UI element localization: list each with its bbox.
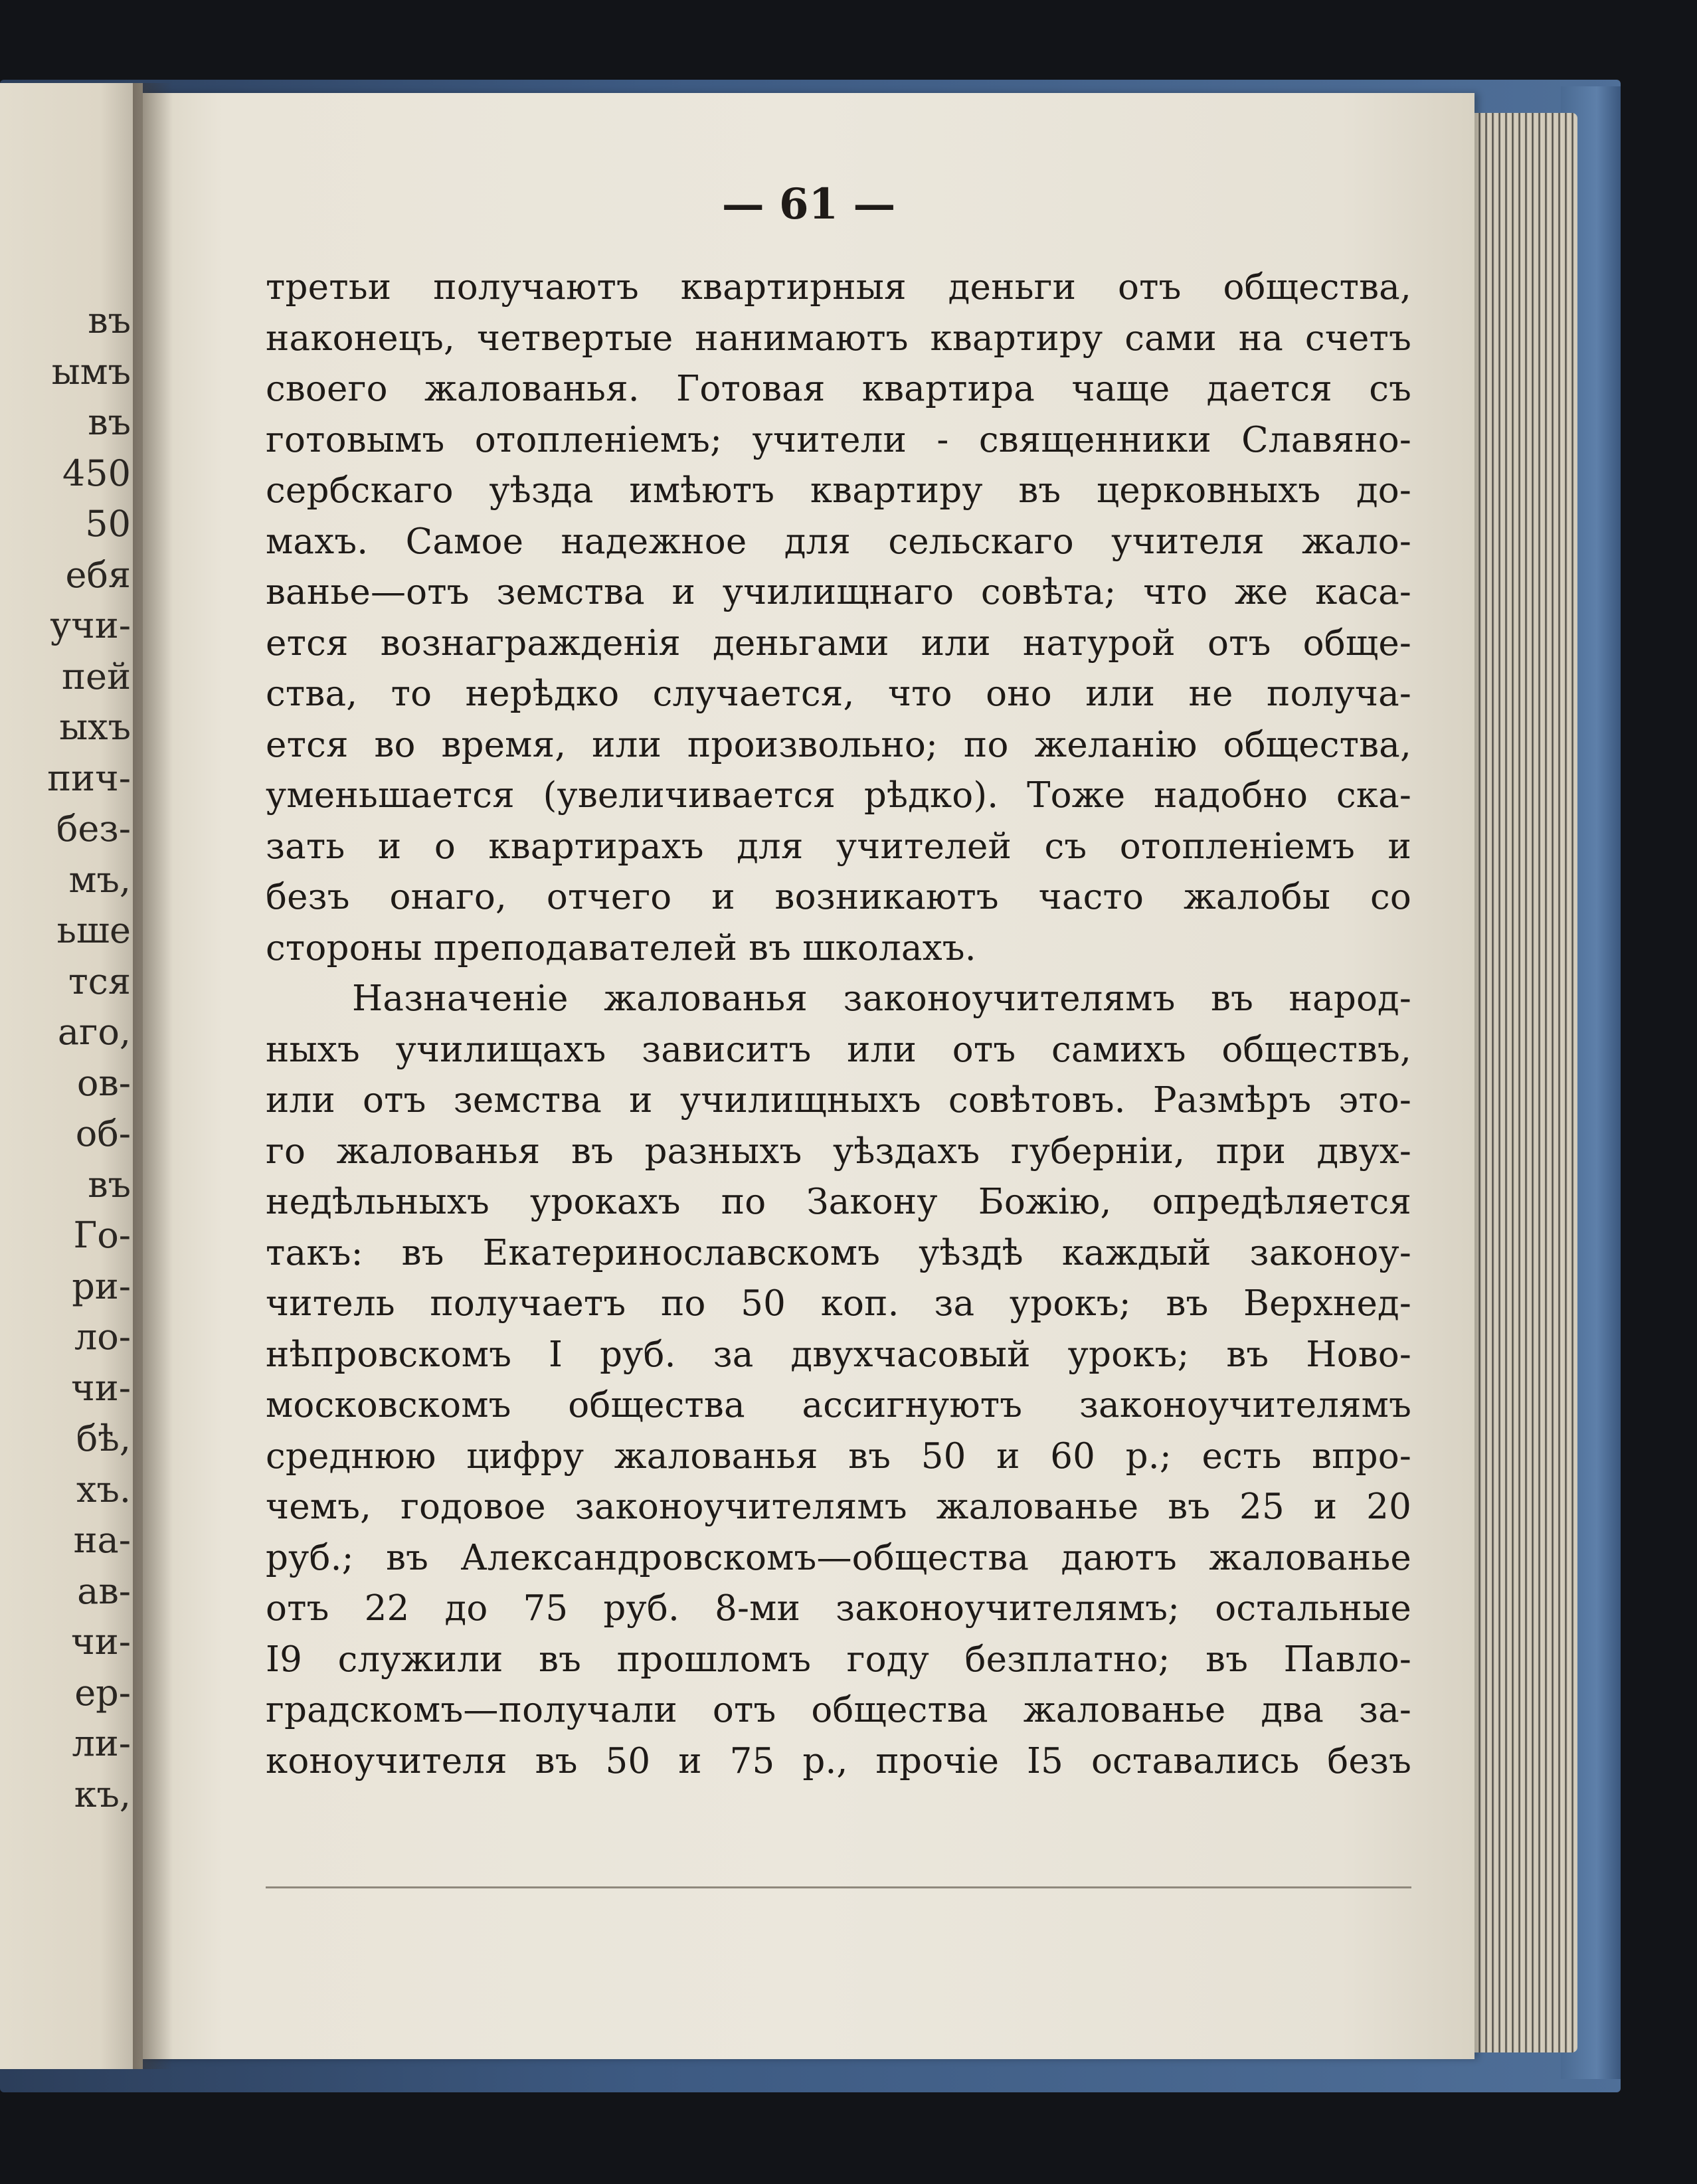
left-page-line: ымъ <box>51 350 131 393</box>
left-page-line: ли- <box>72 1722 131 1764</box>
right-page <box>143 93 1474 2059</box>
text-line: нѣпровскомъ I руб. за двухчасовый урокъ; въ Ново- <box>266 1334 1411 1375</box>
text-line: го жалованья въ разныхъ уѣздахъ губерніи, при двух- <box>266 1131 1411 1172</box>
left-page-line: ав- <box>77 1570 131 1612</box>
page-number: — 61 — <box>721 179 896 229</box>
text-line: ется во время, или произвольно; по желанію общества, <box>266 724 1411 765</box>
text-line: руб.; въ Александровскомъ—общества даютъ жалованье <box>266 1537 1411 1578</box>
text-line: читель получаетъ по 50 коп. за урокъ; въ Верхнед- <box>266 1283 1411 1324</box>
text-line: недѣльныхъ урокахъ по Закону Божію, опредѣляется <box>266 1182 1411 1222</box>
text-line: сербскаго уѣзда имѣютъ квартиру въ церковныхъ до- <box>266 470 1411 511</box>
text-line: отъ 22 до 75 руб. 8-ми законоучителямъ; остальные <box>266 1588 1411 1629</box>
text-line: такъ: въ Екатеринославскомъ уѣздѣ каждый законоу- <box>266 1232 1411 1273</box>
left-page-line: мъ, <box>68 858 131 901</box>
left-page-line: Го- <box>73 1214 131 1256</box>
bottom-rule <box>266 1886 1411 1888</box>
text-line: ства, то нерѣдко случается, что оно или не получа- <box>266 674 1411 714</box>
left-page-text <box>0 296 131 1820</box>
text-line: Назначеніе жалованья законоучителямъ въ народ- <box>352 978 1411 1019</box>
text-line: ныхъ училищахъ зависитъ или отъ самихъ обществъ, <box>266 1029 1411 1070</box>
text-line: I9 служили въ прошломъ году безплатно; въ Павло- <box>266 1639 1411 1680</box>
left-page-line: 50 <box>85 503 131 545</box>
text-line: зать и о квартирахъ для учителей съ отопленіемъ и <box>266 826 1411 867</box>
text-line: готовымъ отопленіемъ; учители - священники Славяно- <box>266 419 1411 460</box>
left-page-line: об- <box>75 1113 131 1154</box>
left-page-line: пич- <box>47 757 131 799</box>
left-facing-page <box>0 83 143 2069</box>
left-page-line: на- <box>73 1519 131 1561</box>
text-line: безъ онаго, отчего и возникаютъ часто жалобы со <box>266 877 1411 917</box>
text-line: или отъ земства и училищныхъ совѣтовъ. Размѣръ это- <box>266 1080 1411 1121</box>
paragraph-1 <box>266 262 1411 974</box>
left-page-line: аго, <box>57 1011 131 1053</box>
left-page-line: без- <box>56 808 131 850</box>
text-line: московскомъ общества ассигнуютъ законоучителямъ <box>266 1385 1411 1425</box>
left-page-line: 450 <box>62 452 131 494</box>
left-page-line: въ <box>88 1163 131 1206</box>
left-page-line: ри- <box>72 1265 131 1307</box>
paragraph-2 <box>266 974 1411 1787</box>
text-line: своего жалованья. Готовая квартира чаще дается съ <box>266 369 1411 409</box>
left-page-line: хъ. <box>76 1468 131 1510</box>
text-line: наконецъ, четвертые нанимаютъ квартиру сами на счетъ <box>266 318 1411 359</box>
left-page-line: бѣ, <box>76 1417 131 1459</box>
text-line: чемъ, годовое законоучителямъ жалованье въ 25 и 20 <box>266 1487 1411 1527</box>
left-page-line: тся <box>68 960 131 1002</box>
left-page-line: къ, <box>74 1773 131 1815</box>
text-line: махъ. Самое надежное для сельскаго учителя жало- <box>266 521 1411 562</box>
text-line: третьи получаютъ квартирныя деньги отъ общества, <box>266 267 1411 308</box>
left-page-line: ьше <box>56 909 131 951</box>
left-page-line: ло- <box>74 1316 131 1358</box>
left-page-line: ер- <box>74 1671 131 1714</box>
text-line: градскомъ—получали отъ общества жалованье два за- <box>266 1690 1411 1730</box>
gutter-shadow <box>133 83 173 2069</box>
left-page-line: въ <box>88 300 131 341</box>
left-page-line: въ <box>88 401 131 443</box>
text-line: ется вознагражденія деньгами или натурой отъ обще- <box>266 622 1411 664</box>
left-page-line: учи- <box>50 604 131 646</box>
left-page-line: ебя <box>65 553 131 596</box>
page-block-edges <box>1468 113 1577 2052</box>
text-line: стороны преподавателей въ школахъ. <box>266 927 976 968</box>
left-page-line: ыхъ <box>59 706 131 748</box>
left-page-line: чи- <box>71 1621 131 1663</box>
left-page-line: ов- <box>76 1061 131 1104</box>
text-line: коноучителя въ 50 и 75 р., прочіе I5 оставались безъ <box>266 1740 1411 1781</box>
text-line: ванье—отъ земства и училищнаго совѣта; что же каса- <box>266 572 1411 612</box>
left-page-line: чи- <box>71 1366 131 1409</box>
left-page-line: пей <box>62 655 131 697</box>
text-line: среднюю цифру жалованья въ 50 и 60 р.; есть впро- <box>266 1435 1411 1477</box>
page-body-text <box>266 262 1411 1787</box>
text-line: уменьшается (увеличивается рѣдко). Тоже надобно ска- <box>266 775 1411 816</box>
